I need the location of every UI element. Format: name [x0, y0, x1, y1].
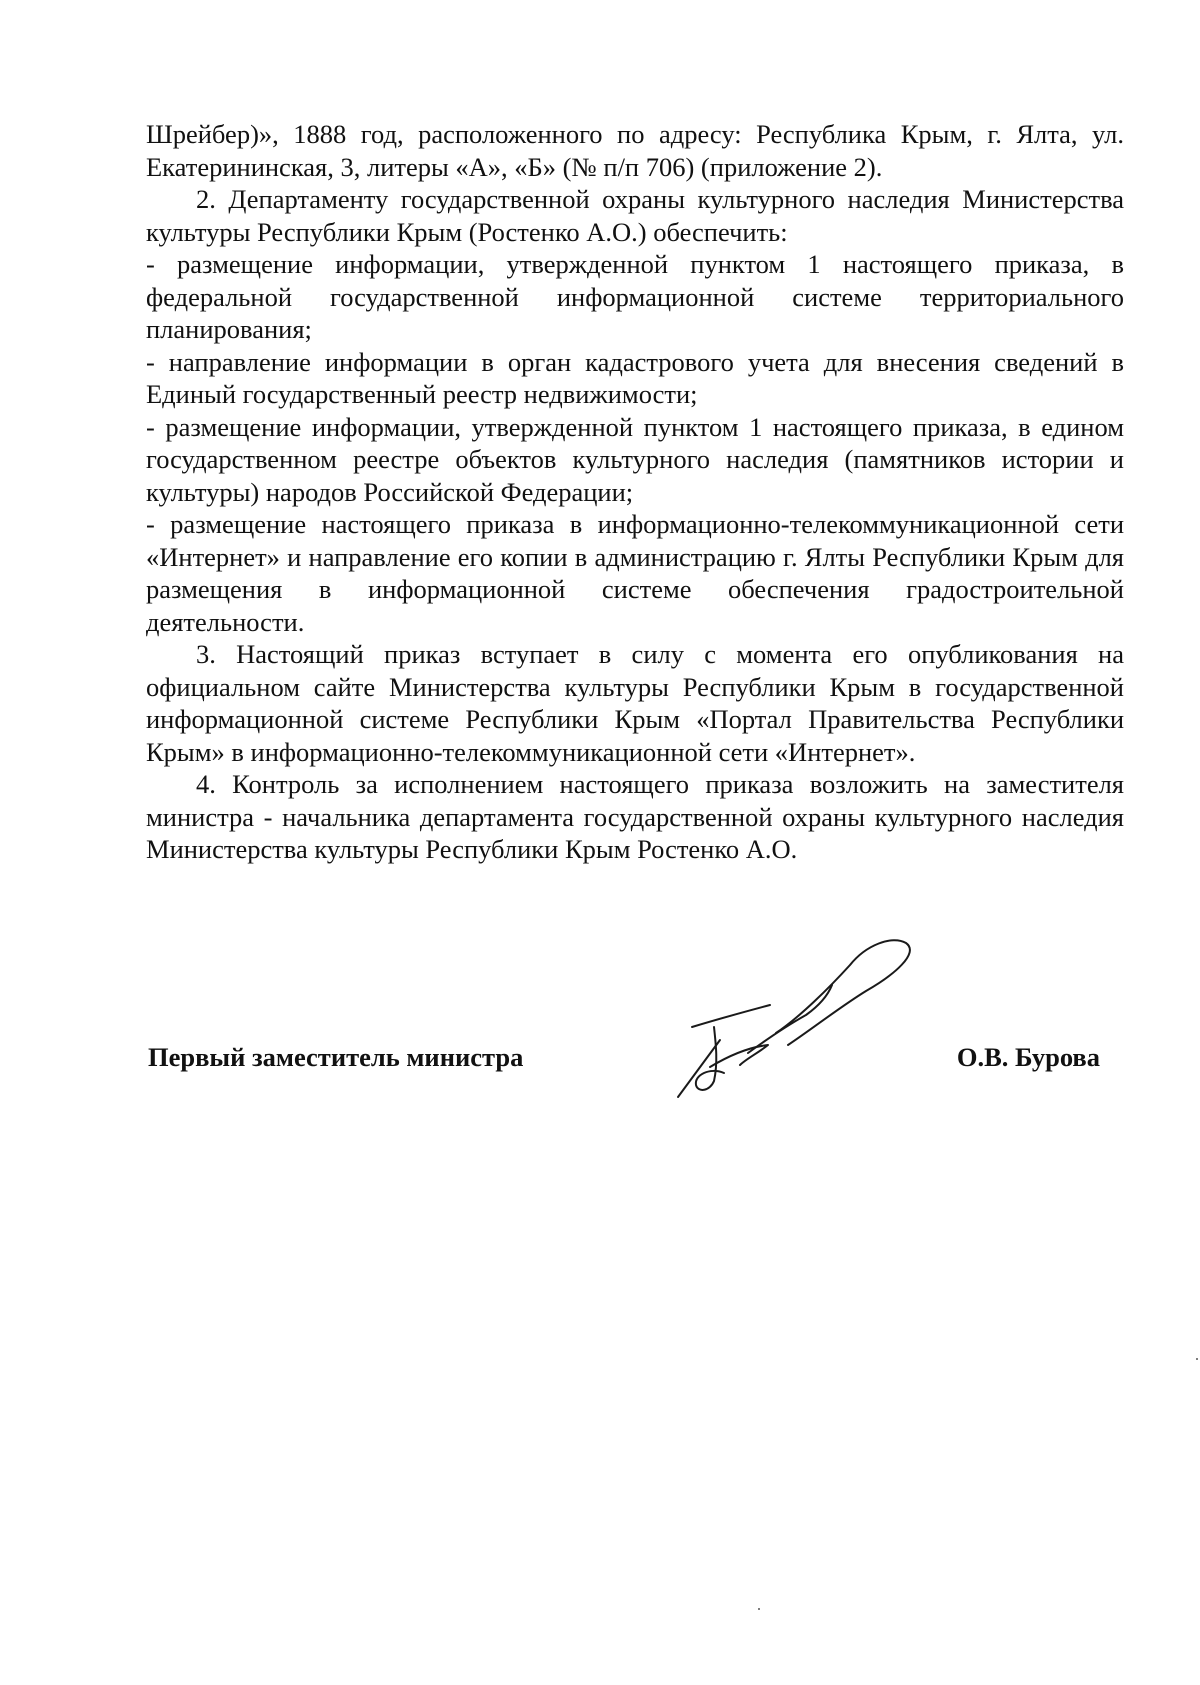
scan-speck [1196, 1358, 1198, 1360]
signature-block [148, 1042, 1100, 1082]
item-2-intro: 2. Департаменту государственной охраны культурного наследия Министерства культуры Республики Крым (Ростенко А.О.) обеспечить: [146, 184, 1124, 247]
item-3-paragraph: 3. Настоящий приказ вступает в силу с момента его опубликования на официальном сайте Министерства культуры Республики Крым в государственной информационной системе Республики Крым «Портал Правительства Республики Крым» в информационно-телекоммуникационной сети «Интернет». [146, 639, 1124, 767]
item-2-bullet: - размещение информации, утвержденной пунктом 1 настоящего приказа, в федеральной государственной информационной системе территориального планирования; [146, 249, 1124, 344]
signatory-name: О.В. Бурова [956, 1042, 1100, 1072]
item-4-paragraph: 4. Контроль за исполнением настоящего приказа возложить на заместителя министра - начальника департамента государственной охраны культурного наследия Министерства культуры Республики Крым Ростенко А.О. [146, 769, 1124, 864]
document-body [146, 118, 1124, 866]
continuation-paragraph: Шрейбер)», 1888 год, расположенного по адресу: Республика Крым, г. Ялта, ул. Екатерининская, 3, литеры «А», «Б» (№ п/п 706) (приложение 2). [146, 119, 1124, 182]
scan-speck [758, 1608, 760, 1610]
item-2-bullet: - размещение настоящего приказа в информационно-телекоммуникационной сети «Интернет» и направление его копии в администрацию г. Ялты Республики Крым для размещения в информационной системе обеспечения градостроительной деятельности. [146, 509, 1124, 637]
item-2-bullet: - размещение информации, утвержденной пунктом 1 настоящего приказа, в едином государственном реестре объектов культурного наследия (памятников истории и культуры) народов Российской Федерации; [146, 411, 1124, 507]
item-2-bullet: - направление информации в орган кадастрового учета для внесения сведений в Единый государственный реестр недвижимости; [146, 346, 1124, 409]
signatory-position: Первый заместитель министра [148, 1042, 524, 1072]
